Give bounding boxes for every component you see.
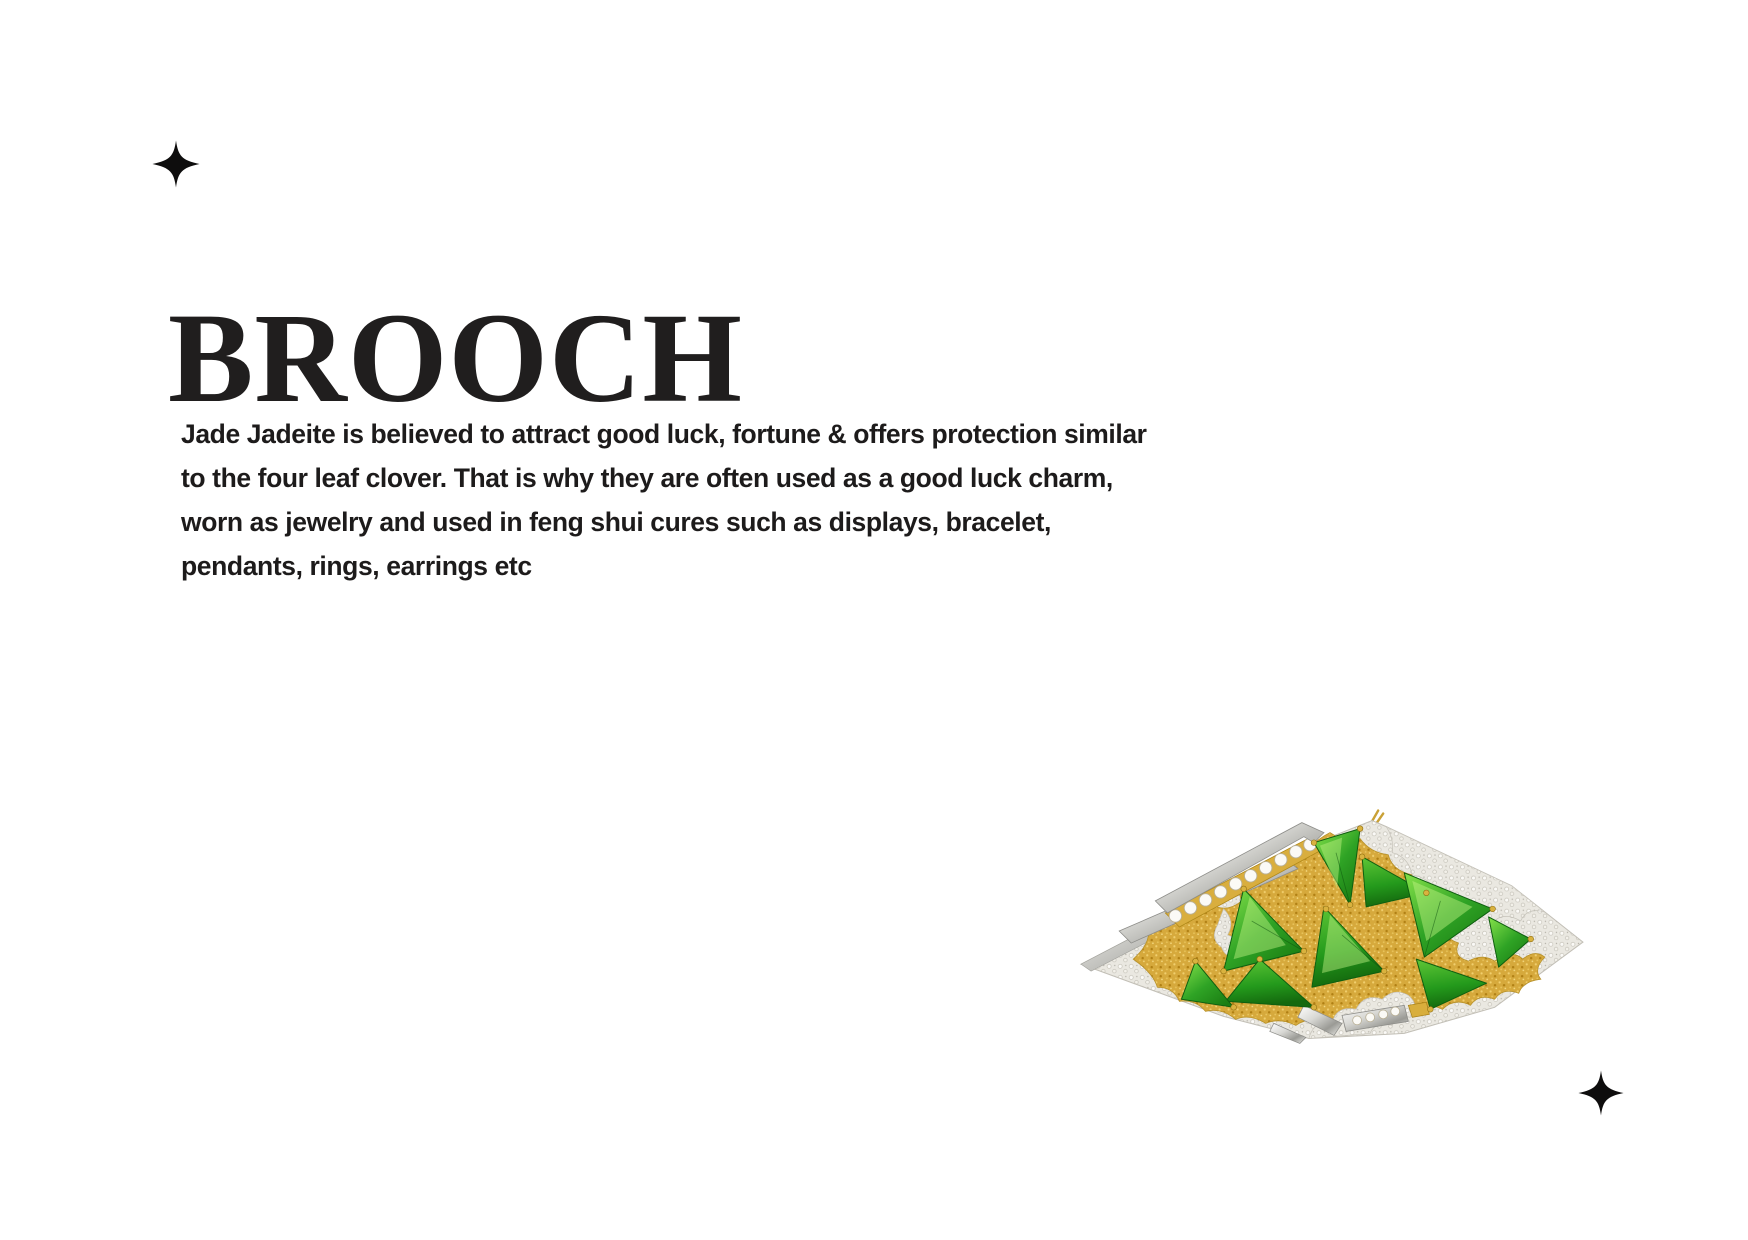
paragraph-line: Jade Jadeite is believed to attract good luck, fortune & offers protection similar [181,419,1147,449]
sparkle-icon [152,140,200,188]
sparkle-icon [1578,1070,1624,1116]
paragraph-line: pendants, rings, earrings etc [181,551,532,581]
paragraph-line: worn as jewelry and used in feng shui cures such as displays, bracelet, [181,507,1051,537]
sparkle-bottom-right-icon [1578,1070,1624,1116]
brooch-image [1073,808,1590,1045]
paragraph-line: to the four leaf clover. That is why they are often used as a good luck charm, [181,463,1113,493]
sparkle-top-left-icon [152,140,200,188]
intro-paragraph [181,412,1147,588]
page-title: BROOCH [168,286,743,429]
brooch-illustration [1073,808,1590,1045]
